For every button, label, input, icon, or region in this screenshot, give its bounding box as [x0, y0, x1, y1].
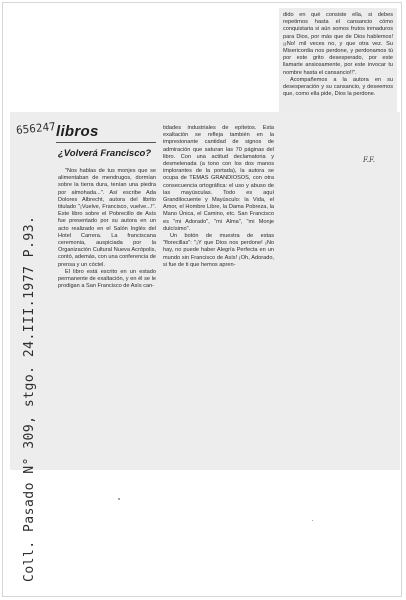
paragraph: tidades industriales de epítetos. Esta exaltación se refleja también en la impresionante cantidad de signos de admiración que saturan las 70 páginas del libro. Con una actitud declamatoria y desmelenada (a tono con los dos manos implorantes de la portada), la autora se ocupa de TEMAS GRANDIOSOS, con otra consecuencia ortográfica: el uso y abuso de las mayúsculas. Todo es aquí Grandilocuente y Mayúsculo: la Vida, el Amor, el Hombre Libre, la Dama Pobreza, la Mano Única, el Camino, etc. San Francisco es "mi Adorado", "mi Alma", "mi Monje dulcísimo".	[163, 125, 274, 232]
paragraph: Acompañemos a la autora en su desesperación y su cansancio, y deseemos que, como ella pide, Dios la perdone.	[283, 76, 393, 98]
scan-speck	[312, 520, 313, 521]
section-label: libros	[56, 123, 99, 140]
paragraph: dido en qué consiste ella, si debes repetirnos hasta el cansancio cómo conquistaria si aún somos frutos inmaduros para Dios, por más que de Dios hablemos! ¡¡No! mil veces no, y que otra vez. Su Misericordia nos perdone, y perdonamos tú por este grito desesperado, por este llamarte ansiosamente, por este invocar tu nombre hasta el cansancio!!".	[283, 12, 393, 76]
margin-note-handwritten: Coll. Pasado N° 309, stgo. 24.III.1977 P.93.	[22, 215, 37, 582]
paragraph: "Nos hablas de tus monjes que se alimentaban de mendrugos, dormían sobre la tierra dura, tenían una piedra por almohada...". Así escribe Ada Dolores Albrecht, autora del librito titulado "¡Vuelve, Francisco, vuelve...!". Este libro sobre el Pobrecillo de Asís fue presentado por su autora en un acto realizado en el Salón Inglés del Hotel Carrera. La franciscana ceremonia, auspiciada por la Organización Cultural Nueva Acrópolis, contó, además, con una conferencia de prensa y un cóctel.	[58, 168, 156, 268]
signature: F.F.	[363, 156, 375, 164]
section-rule	[56, 142, 156, 143]
paragraph: El libro está escrito en un estado permanente de exaltación, y en él se le prodigan a San Francisco de Asís can-	[58, 268, 156, 290]
column-2	[163, 125, 274, 269]
paragraph: Un botón de muestra de estas "florecillas": "¡Y que Dios nos perdone! ¡No hay, no puede haber Alegría Perfecta en un mundo sin Francisco de Asís! ¡Oh, Adorado, si fue de ti que hemos apren-	[163, 233, 274, 268]
column-1	[58, 168, 156, 290]
catalog-number-handwritten: 656247	[15, 119, 57, 138]
scan-speck	[118, 498, 120, 500]
column-top-right	[283, 12, 393, 98]
article-headline: ¿Volverá Francisco?	[58, 148, 152, 159]
